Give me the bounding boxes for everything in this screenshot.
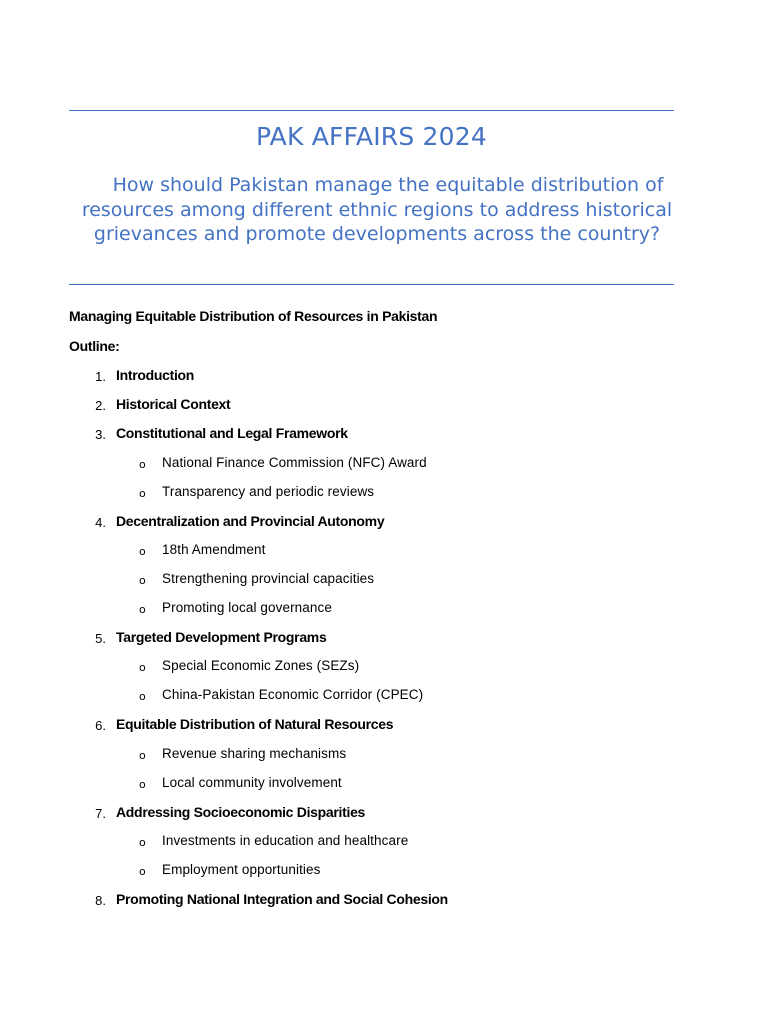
hollow-bullet-icon: o [139, 836, 146, 849]
outline-item-number: 1. [95, 369, 106, 384]
outline-item-label: Decentralization and Provincial Autonomy [116, 513, 385, 529]
document-title: PAK AFFAIRS 2024 [256, 122, 487, 151]
outline-subitem-label: Promoting local governance [162, 600, 332, 615]
outline-subitem-label: Employment opportunities [162, 862, 321, 877]
outline-subitem-label: Strengthening provincial capacities [162, 571, 375, 586]
outline-item-label: Targeted Development Programs [116, 629, 327, 645]
outline-item-number: 3. [95, 427, 106, 442]
outline-item [0, 891, 768, 911]
outline-subitem [0, 484, 768, 504]
outline-item-number: 8. [95, 893, 106, 908]
outline-subitem-label: Special Economic Zones (SEZs) [162, 658, 360, 673]
outline-item-label: Promoting National Integration and Social Cohesion [116, 891, 448, 907]
outline-subitem-label: National Finance Commission (NFC) Award [162, 455, 427, 470]
title-bottom-rule [69, 284, 674, 285]
essay-question [76, 173, 678, 247]
outline-item-label: Constitutional and Legal Framework [116, 425, 348, 441]
hollow-bullet-icon: o [139, 603, 146, 616]
outline-subitem [0, 571, 768, 591]
outline-subitem [0, 775, 768, 795]
outline-subitem [0, 687, 768, 707]
hollow-bullet-icon: o [139, 749, 146, 762]
outline-item-number: 7. [95, 806, 106, 821]
outline-subitem-label: Investments in education and healthcare [162, 833, 409, 848]
outline-label: Outline: [69, 338, 120, 354]
title-top-rule [69, 110, 674, 111]
outline-item [0, 629, 768, 649]
outline-subitem-label: Transparency and periodic reviews [162, 484, 375, 499]
hollow-bullet-icon: o [139, 545, 146, 558]
hollow-bullet-icon: o [139, 574, 146, 587]
hollow-bullet-icon: o [139, 778, 146, 791]
outline-item [0, 367, 768, 387]
outline-subitem [0, 658, 768, 678]
outline-subitem [0, 746, 768, 766]
outline-subitem [0, 833, 768, 853]
outline-item [0, 396, 768, 416]
hollow-bullet-icon: o [139, 661, 146, 674]
outline-subitem-label: 18th Amendment [162, 542, 266, 557]
main-heading: Managing Equitable Distribution of Resources in Pakistan [69, 308, 438, 324]
hollow-bullet-icon: o [139, 865, 146, 878]
hollow-bullet-icon: o [139, 690, 146, 703]
outline-subitem-label: Revenue sharing mechanisms [162, 746, 347, 761]
outline-item-label: Historical Context [116, 396, 231, 412]
essay-question-text: How should Pakistan manage the equitable distribution of resources among different ethnic regions to address historical grievances and promote developments across the country? [81, 174, 673, 245]
hollow-bullet-icon: o [139, 487, 146, 500]
outline-item [0, 513, 768, 533]
outline-item-label: Equitable Distribution of Natural Resources [116, 716, 394, 732]
outline-item-number: 2. [95, 398, 106, 413]
hollow-bullet-icon: o [139, 458, 146, 471]
outline-item-number: 5. [95, 631, 106, 646]
outline-subitem [0, 600, 768, 620]
outline-item-number: 4. [95, 515, 106, 530]
outline-item-label: Addressing Socioeconomic Disparities [116, 804, 366, 820]
outline-item-number: 6. [95, 718, 106, 733]
outline-item [0, 716, 768, 736]
outline-subitem-label: China-Pakistan Economic Corridor (CPEC) [162, 687, 424, 702]
outline-item [0, 804, 768, 824]
outline-item-label: Introduction [116, 367, 195, 383]
outline-subitem-label: Local community involvement [162, 775, 342, 790]
outline-item [0, 425, 768, 445]
outline-subitem [0, 542, 768, 562]
outline-subitem [0, 455, 768, 475]
outline-subitem [0, 862, 768, 882]
